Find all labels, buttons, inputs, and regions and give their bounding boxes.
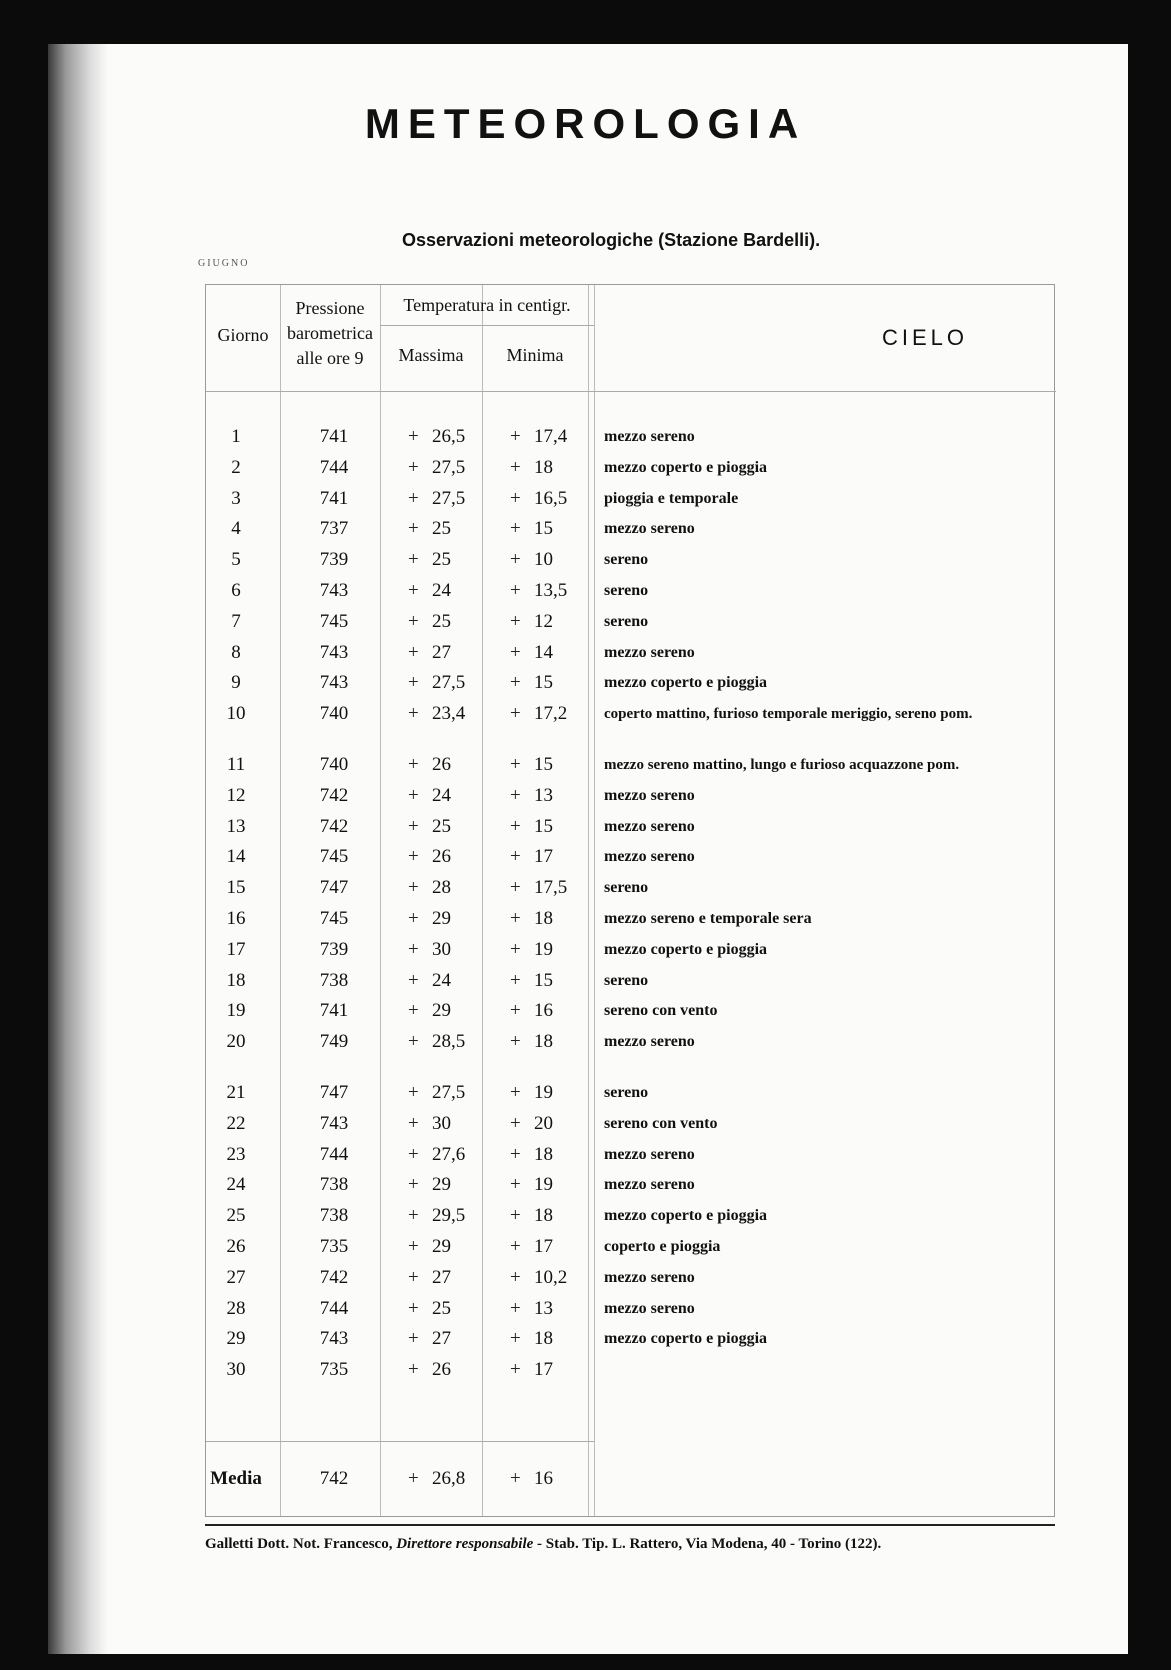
day-cell: 18 <box>226 969 246 991</box>
sky-cell: mezzo coperto e pioggia <box>604 1207 768 1225</box>
pressure-cell: 744 <box>319 1143 349 1165</box>
table-row <box>206 423 1056 451</box>
max-temp-cell: + 26 <box>408 1359 451 1381</box>
table-row <box>206 1264 1056 1292</box>
day-cell: 29 <box>226 1328 246 1350</box>
header-max: Massima <box>398 345 464 365</box>
media-label: Media <box>210 1468 262 1489</box>
table-row <box>206 1028 1056 1056</box>
table-row <box>206 700 1056 728</box>
max-temp-cell: + 24 <box>408 580 451 601</box>
pressure-cell: 743 <box>319 1112 349 1134</box>
table-caption: Osservazioni meteorologiche (Stazione Bardelli). <box>402 230 821 250</box>
max-temp-cell: + 30 <box>408 938 451 960</box>
day-cell: 24 <box>226 1174 246 1196</box>
table-row <box>206 608 1056 636</box>
min-temp-cell: + 16,5 <box>510 487 568 509</box>
footer-role: Direttore responsabile <box>396 1536 534 1552</box>
min-temp-cell: + 17,5 <box>510 877 568 899</box>
pressure-cell: 737 <box>319 518 349 540</box>
day-cell: 19 <box>226 1000 246 1022</box>
page-title: METEOROLOGIA <box>364 100 807 147</box>
max-temp-cell: + 27 <box>408 1328 451 1350</box>
sky-cell: coperto e pioggia <box>604 1238 721 1255</box>
sky-cell: mezzo sereno <box>604 786 695 804</box>
pressure-cell: 743 <box>319 580 349 601</box>
day-cell: 11 <box>226 754 246 775</box>
pressure-cell: 738 <box>319 1205 349 1227</box>
day-cell: 17 <box>226 938 246 960</box>
pressure-cell: 745 <box>319 610 349 632</box>
max-temp-cell: + 24 <box>408 784 451 806</box>
header-min: Minima <box>506 345 564 365</box>
max-temp-cell: + 27,5 <box>408 672 466 694</box>
weather-table <box>205 284 1055 1517</box>
sky-cell: mezzo sereno <box>604 1033 695 1051</box>
table-row <box>206 1079 1056 1107</box>
max-temp-cell: + 26 <box>408 754 451 775</box>
min-temp-cell: + 18 <box>510 908 553 929</box>
max-temp-cell: + 27 <box>408 641 451 663</box>
max-temp-cell: + 30 <box>408 1112 451 1134</box>
sky-cell: sereno <box>604 612 649 630</box>
sky-cell: sereno <box>604 1084 649 1101</box>
pressure-cell: 735 <box>319 1236 349 1257</box>
footer-printer: - Stab. Tip. L. Rattero, Via Modena, 40 - Torino (122). <box>533 1536 882 1552</box>
pressure-cell: 739 <box>319 549 349 571</box>
media-max: + 26,8 <box>408 1468 466 1489</box>
max-temp-cell: + 29 <box>408 1000 451 1022</box>
sky-cell: mezzo sereno <box>604 848 695 866</box>
pressure-cell: 735 <box>319 1359 349 1381</box>
sky-cell: mezzo sereno e temporale sera <box>604 910 812 927</box>
header-pressure-line1: Pressione <box>295 298 365 318</box>
min-temp-cell: + 15 <box>510 754 553 775</box>
day-cell: 14 <box>226 846 246 868</box>
max-temp-cell: + 27,5 <box>408 1082 466 1103</box>
day-cell: 21 <box>226 1082 246 1103</box>
day-cell: 3 <box>231 487 241 509</box>
sky-cell: mezzo coperto e pioggia <box>604 674 768 692</box>
day-cell: 23 <box>226 1143 246 1165</box>
min-temp-cell: + 15 <box>510 518 553 540</box>
table-row <box>206 967 1056 995</box>
min-temp-cell: + 15 <box>510 672 553 694</box>
max-temp-cell: + 27 <box>408 1266 451 1288</box>
sky-cell: mezzo coperto e pioggia <box>604 458 768 476</box>
table-row <box>206 751 1056 779</box>
table-row <box>206 454 1056 482</box>
max-temp-cell: + 27,6 <box>408 1143 466 1165</box>
day-cell: 12 <box>226 784 246 806</box>
min-temp-cell: + 16 <box>510 1000 553 1022</box>
pressure-cell: 740 <box>319 703 349 725</box>
header-sky: CIELO <box>881 325 969 350</box>
day-cell: 27 <box>226 1266 246 1288</box>
sky-cell: sereno <box>604 971 649 989</box>
max-temp-cell: + 29 <box>408 1174 451 1196</box>
max-temp-cell: + 26 <box>408 846 451 868</box>
pressure-cell: 740 <box>319 754 349 775</box>
pressure-cell: 742 <box>319 815 349 837</box>
pressure-cell: 738 <box>319 1174 349 1196</box>
pressure-cell: 741 <box>319 487 349 509</box>
sky-cell: pioggia e temporale <box>604 489 739 507</box>
pressure-cell: 744 <box>319 1297 349 1319</box>
max-temp-cell: + 23,4 <box>408 703 466 725</box>
sky-cell: sereno con vento <box>604 1114 718 1132</box>
min-temp-cell: + 17 <box>510 1236 553 1257</box>
header-temperature: Temperatura in centigr. <box>403 295 571 315</box>
table-row <box>206 1171 1056 1199</box>
pressure-cell: 744 <box>319 456 349 478</box>
table-row <box>206 905 1056 933</box>
day-cell: 4 <box>231 518 241 540</box>
min-temp-cell: + 19 <box>510 938 553 960</box>
max-temp-cell: + 28,5 <box>408 1031 466 1053</box>
pressure-cell: 745 <box>319 846 349 868</box>
header-rule <box>380 325 594 326</box>
table-row <box>206 1202 1056 1230</box>
max-temp-cell: + 29 <box>408 1236 451 1257</box>
table-row <box>206 936 1056 964</box>
min-temp-cell: + 13,5 <box>510 580 568 601</box>
min-temp-cell: + 13 <box>510 1297 553 1319</box>
min-temp-cell: + 15 <box>510 815 553 837</box>
min-temp-cell: + 14 <box>510 641 553 663</box>
min-temp-cell: + 19 <box>510 1082 553 1103</box>
day-cell: 8 <box>231 641 241 663</box>
table-row <box>206 1325 1056 1353</box>
min-temp-cell: + 10 <box>510 549 553 571</box>
max-temp-cell: + 25 <box>408 549 451 571</box>
page-binding-shadow <box>48 44 108 1654</box>
min-temp-cell: + 18 <box>510 456 553 478</box>
table-row <box>206 997 1056 1025</box>
media-min: + 16 <box>510 1468 553 1489</box>
table-row <box>206 1233 1056 1261</box>
day-cell: 22 <box>226 1112 246 1134</box>
sky-cell: sereno <box>604 551 649 569</box>
pressure-cell: 745 <box>319 908 349 929</box>
pressure-cell: 743 <box>319 672 349 694</box>
min-temp-cell: + 19 <box>510 1174 553 1196</box>
pressure-cell: 739 <box>319 938 349 960</box>
max-temp-cell: + 26,5 <box>408 426 466 447</box>
sky-cell: mezzo sereno <box>604 1176 695 1194</box>
min-temp-cell: + 17,4 <box>510 426 568 447</box>
max-temp-cell: + 24 <box>408 969 451 991</box>
sky-cell: mezzo sereno <box>604 1145 695 1163</box>
sky-cell: coperto mattino, furioso temporale meriggio, sereno pom. <box>604 706 973 723</box>
min-temp-cell: + 20 <box>510 1112 553 1134</box>
header-rule <box>206 391 1056 392</box>
day-cell: 1 <box>231 426 241 447</box>
day-cell: 13 <box>226 815 246 837</box>
table-row <box>206 1110 1056 1138</box>
month-label: GIUGNO <box>198 258 250 269</box>
day-cell: 16 <box>226 908 246 929</box>
max-temp-cell: + 27,5 <box>408 487 466 509</box>
max-temp-cell: + 27,5 <box>408 456 466 478</box>
table-row <box>206 577 1056 605</box>
day-cell: 9 <box>231 672 241 694</box>
day-cell: 5 <box>231 549 241 571</box>
min-temp-cell: + 10,2 <box>510 1266 568 1288</box>
day-cell: 7 <box>231 610 241 632</box>
pressure-cell: 738 <box>319 969 349 991</box>
table-row <box>206 874 1056 902</box>
sky-cell: mezzo sereno <box>604 643 695 661</box>
max-temp-cell: + 29 <box>408 908 451 929</box>
pressure-cell: 743 <box>319 641 349 663</box>
day-cell: 20 <box>226 1031 246 1053</box>
pressure-cell: 743 <box>319 1328 349 1350</box>
media-row <box>206 1465 1056 1493</box>
sky-cell: sereno <box>604 582 649 599</box>
min-temp-cell: + 18 <box>510 1205 553 1227</box>
media-pressure: 742 <box>319 1468 349 1489</box>
sky-cell: mezzo coperto e pioggia <box>604 1330 768 1348</box>
header-day: Giorno <box>217 325 269 345</box>
min-temp-cell: + 17 <box>510 846 553 868</box>
table-row <box>206 546 1056 574</box>
footer-editor: Galletti Dott. Not. Francesco, <box>205 1536 397 1552</box>
max-temp-cell: + 25 <box>408 518 451 540</box>
sky-cell: mezzo sereno <box>604 1299 695 1317</box>
day-cell: 10 <box>226 703 246 725</box>
pressure-cell: 742 <box>319 784 349 806</box>
min-temp-cell: + 15 <box>510 969 553 991</box>
day-cell: 15 <box>226 877 246 899</box>
max-temp-cell: + 25 <box>408 815 451 837</box>
scan-border <box>1128 30 1171 1670</box>
sky-cell: mezzo sereno <box>604 817 695 835</box>
header-pressure-line2: barometrica <box>287 323 373 343</box>
pressure-cell: 747 <box>319 1082 349 1103</box>
min-temp-cell: + 18 <box>510 1328 553 1350</box>
pressure-cell: 741 <box>319 1000 349 1022</box>
min-temp-cell: + 13 <box>510 784 553 806</box>
day-cell: 28 <box>226 1297 246 1319</box>
sky-cell: mezzo sereno mattino, lungo e furioso acquazzone pom. <box>604 757 960 773</box>
footer-imprint <box>205 1536 1065 1553</box>
pressure-cell: 747 <box>319 877 349 899</box>
min-temp-cell: + 18 <box>510 1031 553 1053</box>
sky-cell: mezzo sereno <box>604 428 695 445</box>
day-cell: 30 <box>226 1359 246 1381</box>
min-temp-cell: + 17 <box>510 1359 553 1381</box>
table-row <box>206 843 1056 871</box>
max-temp-cell: + 28 <box>408 877 451 899</box>
table-row <box>206 515 1056 543</box>
sky-cell: sereno con vento <box>604 1002 718 1020</box>
pressure-cell: 742 <box>319 1266 349 1288</box>
min-temp-cell: + 18 <box>510 1143 553 1165</box>
max-temp-cell: + 29,5 <box>408 1205 466 1227</box>
footer-rule <box>205 1524 1055 1526</box>
table-row <box>206 1295 1056 1323</box>
table-row <box>206 1141 1056 1169</box>
pressure-cell: 749 <box>319 1031 349 1053</box>
max-temp-cell: + 25 <box>408 1297 451 1319</box>
table-row <box>206 639 1056 667</box>
day-cell: 6 <box>231 580 241 601</box>
min-temp-cell: + 12 <box>510 610 553 632</box>
min-temp-cell: + 17,2 <box>510 703 568 725</box>
media-rule <box>206 1441 594 1442</box>
max-temp-cell: + 25 <box>408 610 451 632</box>
sky-cell: mezzo sereno <box>604 1268 695 1286</box>
table-row <box>206 669 1056 697</box>
header-pressure-line3: alle ore 9 <box>296 348 364 368</box>
day-cell: 25 <box>226 1205 246 1227</box>
pressure-cell: 741 <box>319 426 349 447</box>
sky-cell: mezzo sereno <box>604 520 695 538</box>
table-row <box>206 485 1056 513</box>
sky-cell: mezzo coperto e pioggia <box>604 940 768 958</box>
table-row <box>206 813 1056 841</box>
day-cell: 2 <box>231 456 241 478</box>
table-row <box>206 782 1056 810</box>
day-cell: 26 <box>226 1236 246 1257</box>
table-row <box>206 1356 1056 1384</box>
sky-cell: sereno <box>604 879 649 897</box>
